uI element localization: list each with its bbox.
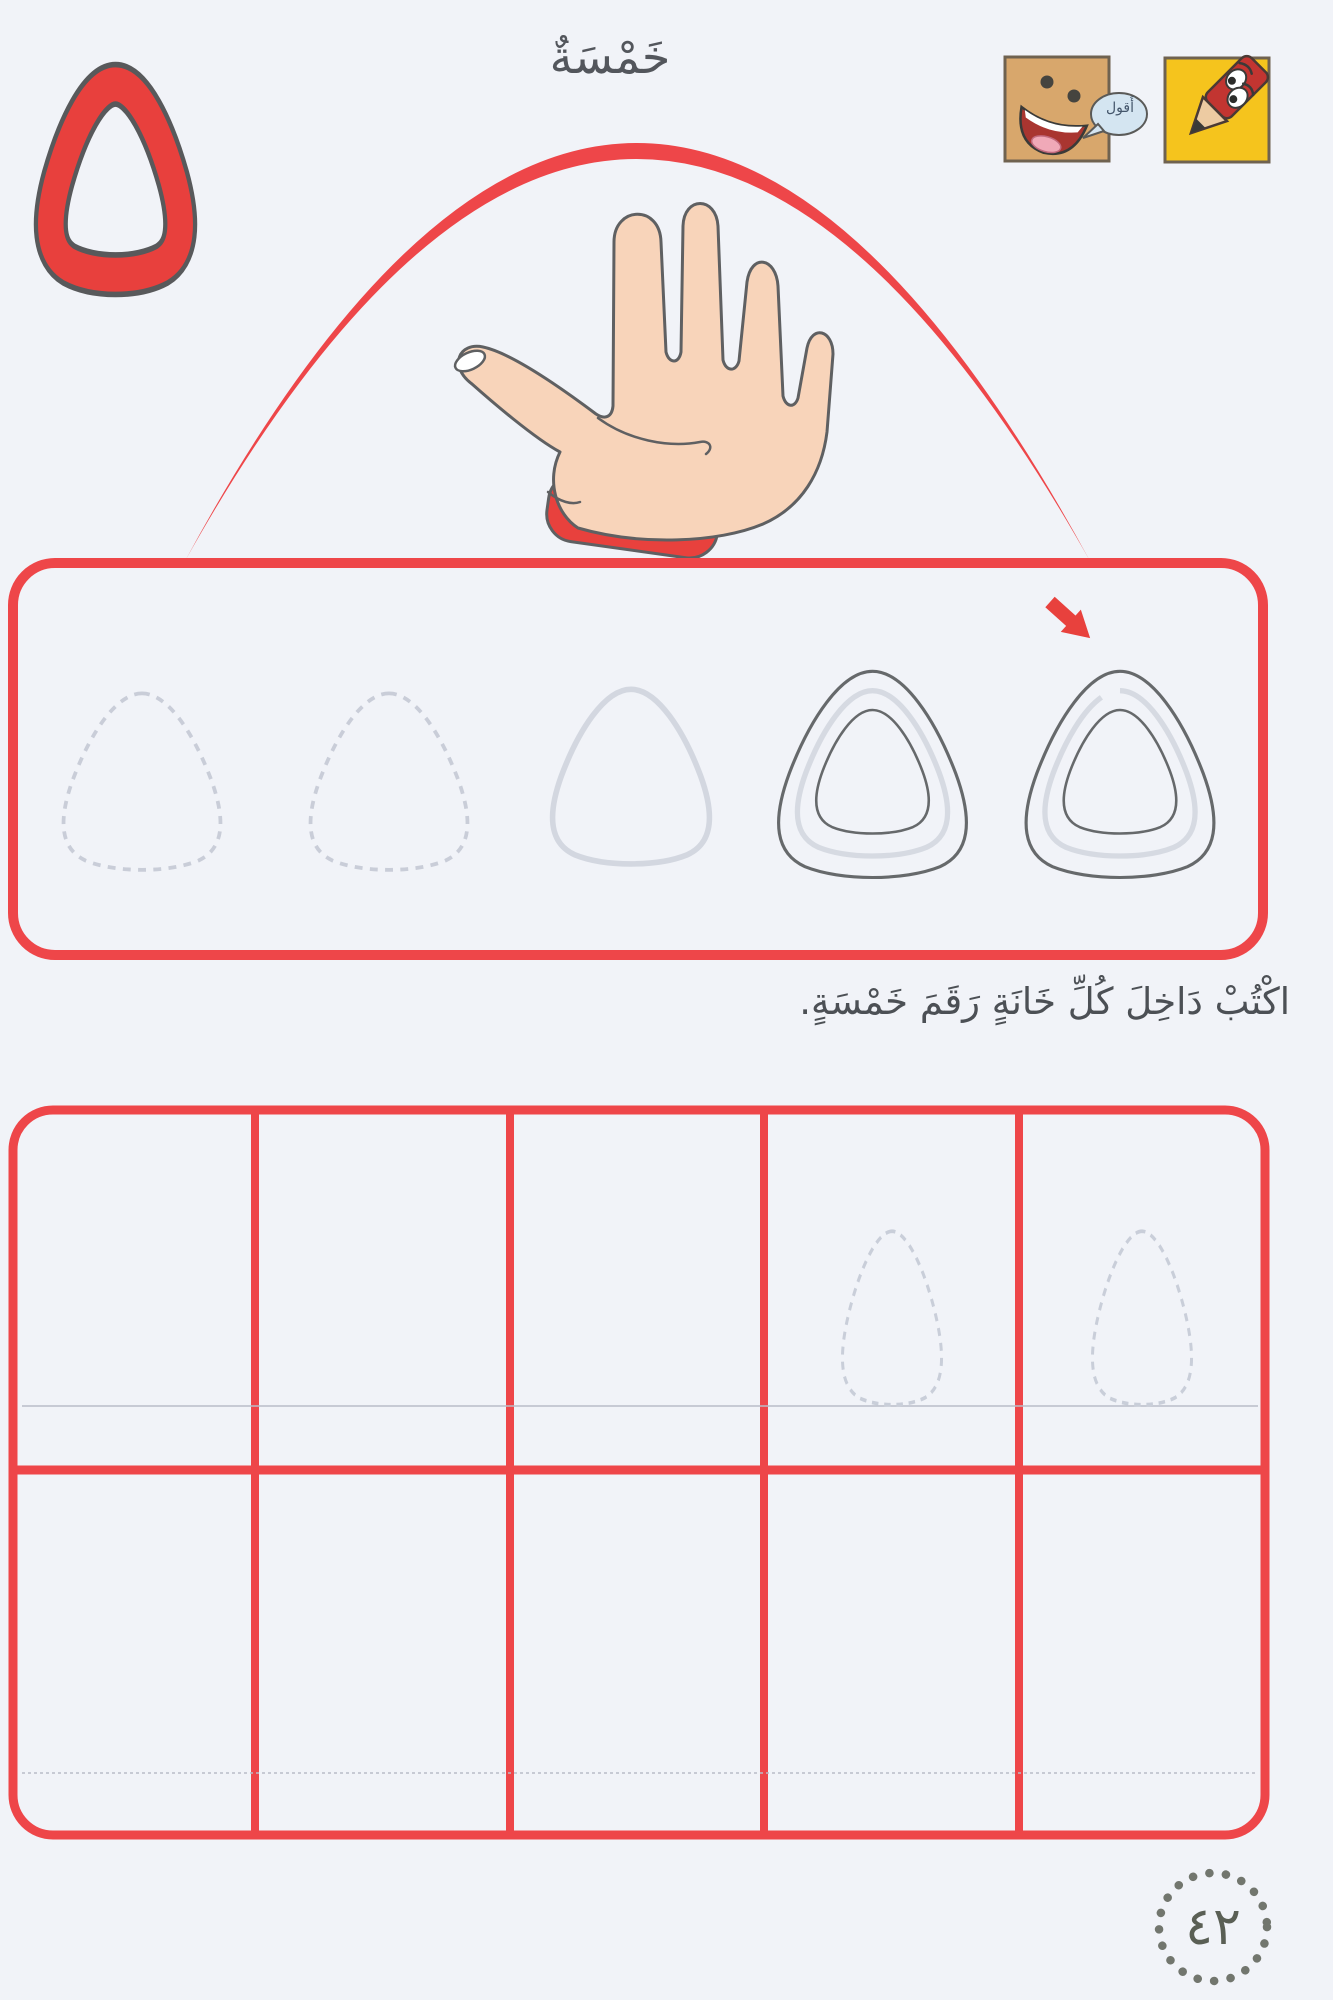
tracing-shape-3-solid-guide xyxy=(553,689,710,864)
face-eye xyxy=(1068,90,1081,103)
tracing-shape-4-double xyxy=(779,671,967,877)
practice-grid xyxy=(13,1110,1265,1835)
hand-outline xyxy=(459,204,833,540)
guide-shape-cell-5 xyxy=(1092,1231,1191,1404)
instruction-text: اكْتُبْ دَاخِلَ كُلِّ خَانَةٍ رَقَمَ خَمْسَةٍ. xyxy=(799,980,1290,1023)
tracing-shape-5-double-start xyxy=(1026,671,1214,877)
pencil-icon xyxy=(1165,53,1271,162)
tracing-shape-2-dashed xyxy=(311,693,468,869)
page-number: ٤٢ xyxy=(1185,1897,1241,1957)
face-eye xyxy=(1041,76,1054,89)
numeral-five-shape xyxy=(51,84,180,274)
page-title: خَمْسَةٌ xyxy=(549,30,671,84)
start-arrow-icon xyxy=(1040,591,1100,649)
hand-illustration xyxy=(452,204,833,562)
guide-shape-cell-4 xyxy=(842,1231,941,1404)
tracing-shape-1-dashed xyxy=(64,693,221,869)
speech-bubble-text: أَقول xyxy=(1106,100,1134,116)
